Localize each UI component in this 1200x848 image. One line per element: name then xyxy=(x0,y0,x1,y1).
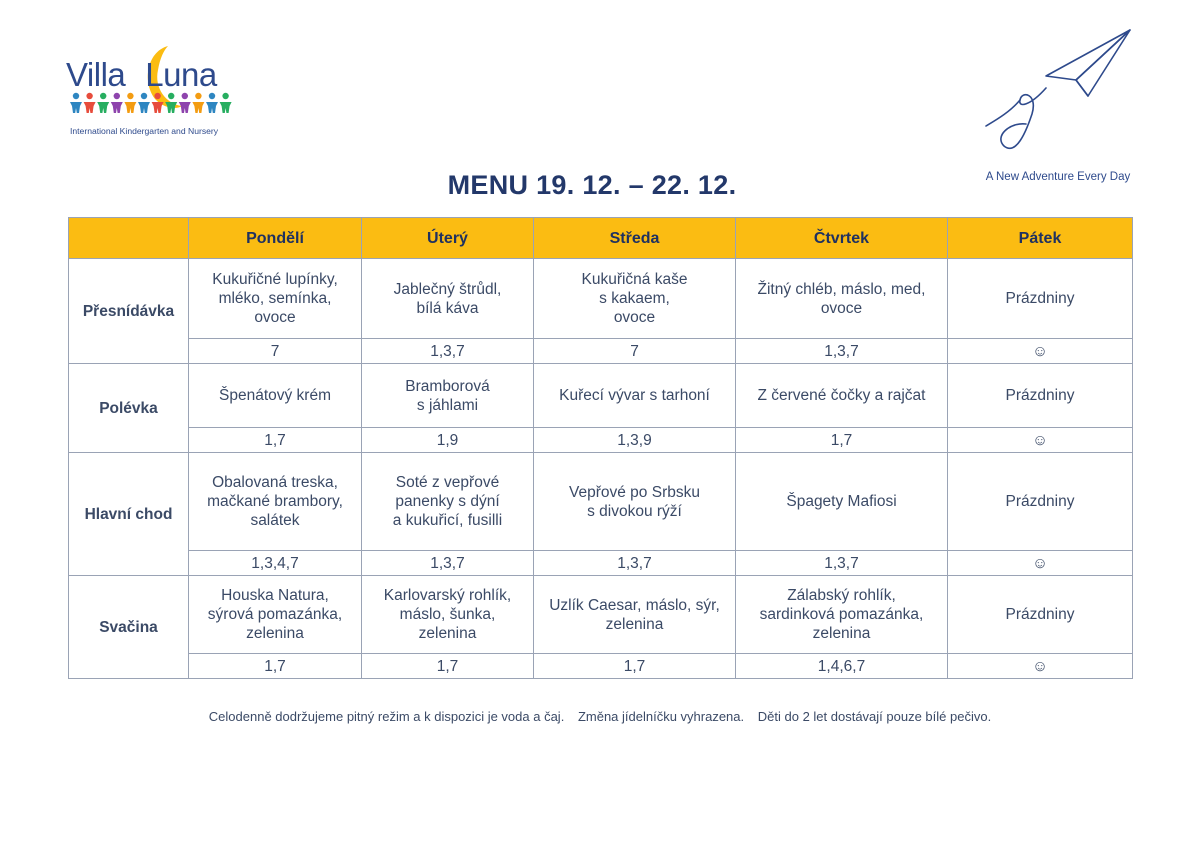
day-header-monday: Pondělí xyxy=(189,218,362,259)
dish-cell: Soté z vepřové panenky s dýní a kukuřicí, fusilli xyxy=(362,453,534,551)
meal-row-snack-pm xyxy=(69,576,1133,654)
dish-cell: Žitný chléb, máslo, med, ovoce xyxy=(736,259,948,339)
dish-cell: Zálabský rohlík, sardinková pomazánka, zelenina xyxy=(736,576,948,654)
allergen-row xyxy=(69,551,1133,576)
allergen-cell: 1,7 xyxy=(534,654,736,679)
child-figure xyxy=(124,93,136,113)
villa-luna-logo xyxy=(66,44,246,139)
smiley-icon: ☺ xyxy=(948,428,1133,453)
meal-label: Přesnídávka xyxy=(69,259,189,364)
footer-note-bread: Děti do 2 let dostávají pouze bílé pečivo. xyxy=(757,709,992,724)
allergen-cell: 1,3,7 xyxy=(362,339,534,364)
allergen-cell: 1,3,4,7 xyxy=(189,551,362,576)
header-corner xyxy=(69,218,189,259)
dish-cell: Prázdniny xyxy=(948,576,1133,654)
smiley-icon: ☺ xyxy=(948,654,1133,679)
dish-cell: Prázdniny xyxy=(948,259,1133,339)
dish-cell: Špagety Mafiosi xyxy=(736,453,948,551)
child-figure xyxy=(179,93,191,113)
smiley-icon: ☺ xyxy=(948,339,1133,364)
menu-title: MENU 19. 12. – 22. 12. xyxy=(447,170,737,200)
menu-table xyxy=(68,217,1133,679)
allergen-row xyxy=(69,339,1133,364)
day-header-row xyxy=(69,218,1133,259)
child-figure xyxy=(206,93,218,113)
meal-row-main xyxy=(69,453,1133,551)
dish-cell: Uzlík Caesar, máslo, sýr, zelenina xyxy=(534,576,736,654)
dish-cell: Kukuřičná kaše s kakaem, ovoce xyxy=(534,259,736,339)
allergen-cell: 1,3,7 xyxy=(534,551,736,576)
dish-cell: Vepřové po Srbsku s divokou rýží xyxy=(534,453,736,551)
allergen-row xyxy=(69,428,1133,453)
allergen-cell: 1,3,7 xyxy=(736,551,948,576)
meal-label: Polévka xyxy=(69,364,189,453)
meal-row-soup xyxy=(69,364,1133,428)
children-figures-icon xyxy=(69,92,241,114)
footer-note-drinks: Celodenně dodržujeme pitný režim a k dispozici je voda a čaj. xyxy=(208,709,565,724)
allergen-cell: 1,7 xyxy=(736,428,948,453)
allergen-cell: 1,7 xyxy=(189,428,362,453)
child-figure xyxy=(111,93,123,113)
dish-cell: Kuřecí vývar s tarhoní xyxy=(534,364,736,428)
child-figure xyxy=(97,93,109,113)
child-figure xyxy=(138,93,150,113)
logo-word-luna: Luna xyxy=(145,56,217,93)
logo-word-villa: Villa xyxy=(66,56,126,93)
allergen-cell: 1,3,9 xyxy=(534,428,736,453)
allergen-row xyxy=(69,654,1133,679)
dish-cell: Obalovaná treska, mačkané brambory, salátek xyxy=(189,453,362,551)
footer-note-changes: Změna jídelníčku vyhrazena. xyxy=(577,709,745,724)
dish-cell: Jablečný štrůdl, bílá káva xyxy=(362,259,534,339)
day-header-thursday: Čtvrtek xyxy=(736,218,948,259)
meal-row-snack-am xyxy=(69,259,1133,339)
allergen-cell: 1,7 xyxy=(189,654,362,679)
logo-subtitle: International Kindergarten and Nursery xyxy=(70,126,219,136)
dish-cell: Špenátový krém xyxy=(189,364,362,428)
allergen-cell: 7 xyxy=(189,339,362,364)
paper-plane-icon xyxy=(980,28,1140,160)
child-figure xyxy=(70,93,82,113)
allergen-cell: 7 xyxy=(534,339,736,364)
child-figure xyxy=(220,93,232,113)
allergen-cell: 1,9 xyxy=(362,428,534,453)
logo-title xyxy=(66,56,217,94)
tagline: A New Adventure Every Day xyxy=(985,171,1131,183)
child-figure xyxy=(152,93,164,113)
allergen-cell: 1,4,6,7 xyxy=(736,654,948,679)
day-header-tuesday: Úterý xyxy=(362,218,534,259)
child-figure xyxy=(165,93,177,113)
meal-label: Hlavní chod xyxy=(69,453,189,576)
smiley-icon: ☺ xyxy=(948,551,1133,576)
dish-cell: Houska Natura, sýrová pomazánka, zelenina xyxy=(189,576,362,654)
footer-notes xyxy=(0,709,1200,724)
day-header-wednesday: Středa xyxy=(534,218,736,259)
dish-cell: Prázdniny xyxy=(948,364,1133,428)
dish-cell: Prázdniny xyxy=(948,453,1133,551)
dish-cell: Karlovarský rohlík, máslo, šunka, zelenina xyxy=(362,576,534,654)
allergen-cell: 1,3,7 xyxy=(736,339,948,364)
allergen-cell: 1,7 xyxy=(362,654,534,679)
child-figure xyxy=(192,93,204,113)
day-header-friday: Pátek xyxy=(948,218,1133,259)
meal-label: Svačina xyxy=(69,576,189,679)
allergen-cell: 1,3,7 xyxy=(362,551,534,576)
dish-cell: Bramborová s jáhlami xyxy=(362,364,534,428)
child-figure xyxy=(84,93,96,113)
dish-cell: Kukuřičné lupínky, mléko, semínka, ovoce xyxy=(189,259,362,339)
dish-cell: Z červené čočky a rajčat xyxy=(736,364,948,428)
